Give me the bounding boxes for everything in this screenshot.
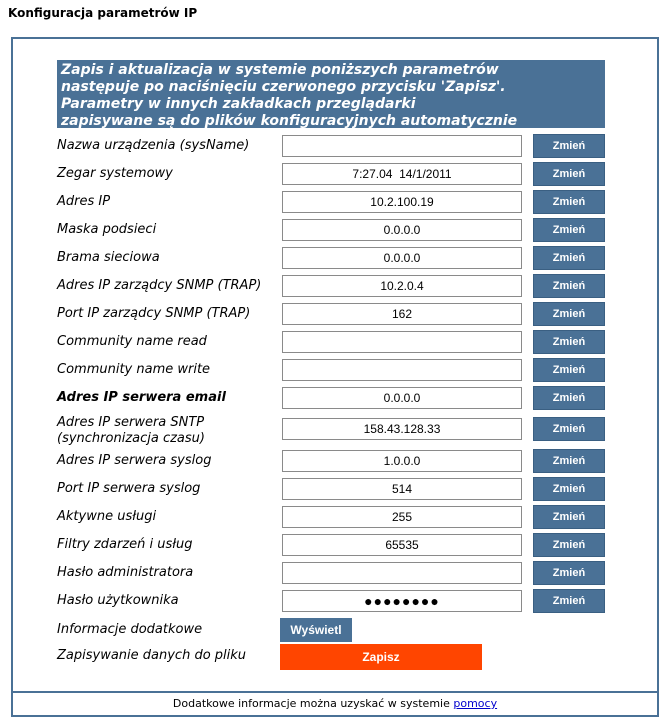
config-panel [11, 37, 659, 717]
field-label: Adres IP serwera email [57, 390, 226, 405]
syslog-server-input[interactable] [282, 450, 522, 472]
footer [13, 697, 657, 710]
change-snmp-trap-ip-button[interactable]: Zmień [533, 274, 605, 298]
field-label: Nazwa urządzenia (sysName) [57, 138, 250, 153]
footer-text: Dodatkowe informacje można uzyskać w systemie [172, 697, 454, 710]
field-label: Zapisywanie danych do pliku [57, 648, 247, 663]
field-label: Adres IP [57, 194, 111, 209]
user-password-input[interactable] [282, 590, 522, 612]
change-active-services-button[interactable]: Zmień [533, 505, 605, 529]
change-user-password-button[interactable]: Zmień [533, 589, 605, 613]
field-label: Adres IP serwera syslog [57, 453, 212, 468]
field-label: Port IP serwera syslog [57, 481, 201, 496]
subnet-mask-input[interactable] [282, 219, 522, 241]
save-button[interactable]: Zapisz [280, 644, 482, 670]
field-label: Community name read [57, 334, 207, 349]
show-button[interactable]: Wyświetl [280, 618, 352, 642]
row-active-services [57, 505, 657, 529]
change-community-read-button[interactable]: Zmień [533, 330, 605, 354]
system-clock-input[interactable] [282, 163, 522, 185]
syslog-port-input[interactable] [282, 478, 522, 500]
field-label: Hasło użytkownika [57, 593, 179, 608]
row-sntp-server [57, 415, 657, 446]
field-label: Community name write [57, 362, 211, 377]
change-community-write-button[interactable]: Zmień [533, 358, 605, 382]
change-ip-address-button[interactable]: Zmień [533, 190, 605, 214]
sntp-server-input[interactable] [282, 418, 522, 440]
field-label-line2: (synchronizacja czasu) [57, 431, 205, 446]
field-label: Informacje dodatkowe [57, 622, 203, 637]
field-label-line1: Adres IP serwera SNTP [57, 415, 205, 430]
field-label [57, 415, 205, 447]
row-syslog-server [57, 449, 657, 473]
row-ip-address [57, 190, 657, 214]
field-label: Maska podsieci [57, 222, 157, 237]
field-label: Filtry zdarzeń i usług [57, 537, 193, 552]
sysname-input[interactable] [282, 135, 522, 157]
change-gateway-button[interactable]: Zmień [533, 246, 605, 270]
row-snmp-trap-ip [57, 274, 657, 298]
community-write-input[interactable] [282, 359, 522, 381]
row-community-read [57, 330, 657, 354]
row-user-password [57, 589, 657, 613]
field-label: Zegar systemowy [57, 166, 173, 181]
row-snmp-trap-port [57, 302, 657, 326]
row-community-write [57, 358, 657, 382]
change-snmp-trap-port-button[interactable]: Zmień [533, 302, 605, 326]
change-sysname-button[interactable]: Zmień [533, 134, 605, 158]
row-additional-info [57, 618, 657, 642]
email-server-input[interactable] [282, 387, 522, 409]
gateway-input[interactable] [282, 247, 522, 269]
active-services-input[interactable] [282, 506, 522, 528]
footer-divider [13, 691, 657, 693]
row-admin-password [57, 561, 657, 585]
change-syslog-server-button[interactable]: Zmień [533, 449, 605, 473]
row-system-clock [57, 162, 657, 186]
change-email-server-button[interactable]: Zmień [533, 386, 605, 410]
row-sysname [57, 134, 657, 158]
change-syslog-port-button[interactable]: Zmień [533, 477, 605, 501]
row-subnet-mask [57, 218, 657, 242]
change-sntp-server-button[interactable]: Zmień [533, 417, 605, 441]
row-save-to-file [57, 644, 657, 668]
change-admin-password-button[interactable]: Zmień [533, 561, 605, 585]
change-event-filters-button[interactable]: Zmień [533, 533, 605, 557]
ip-address-input[interactable] [282, 191, 522, 213]
field-label: Hasło administratora [57, 565, 194, 580]
row-gateway [57, 246, 657, 270]
page-title: Konfiguracja parametrów IP [8, 6, 198, 20]
field-label: Port IP zarządcy SNMP (TRAP) [57, 306, 251, 321]
snmp-trap-ip-input[interactable] [282, 275, 522, 297]
info-banner: Zapis i aktualizacja w systemie poniższych parametrów następuje po naciśnięciu czerwonego przycisku 'Zapisz'. Parametry w innych zakładkach przeglądarki zapisywane są do plików konfiguracyjnych automatycznie [57, 60, 605, 128]
field-label: Adres IP zarządcy SNMP (TRAP) [57, 278, 262, 293]
row-event-filters [57, 533, 657, 557]
change-system-clock-button[interactable]: Zmień [533, 162, 605, 186]
snmp-trap-port-input[interactable] [282, 303, 522, 325]
community-read-input[interactable] [282, 331, 522, 353]
row-syslog-port [57, 477, 657, 501]
change-subnet-mask-button[interactable]: Zmień [533, 218, 605, 242]
admin-password-input[interactable] [282, 562, 522, 584]
help-link[interactable]: pomocy [453, 697, 498, 710]
event-filters-input[interactable] [282, 534, 522, 556]
field-label: Brama sieciowa [57, 250, 160, 265]
row-email-server [57, 386, 657, 410]
field-label: Aktywne usługi [57, 509, 157, 524]
